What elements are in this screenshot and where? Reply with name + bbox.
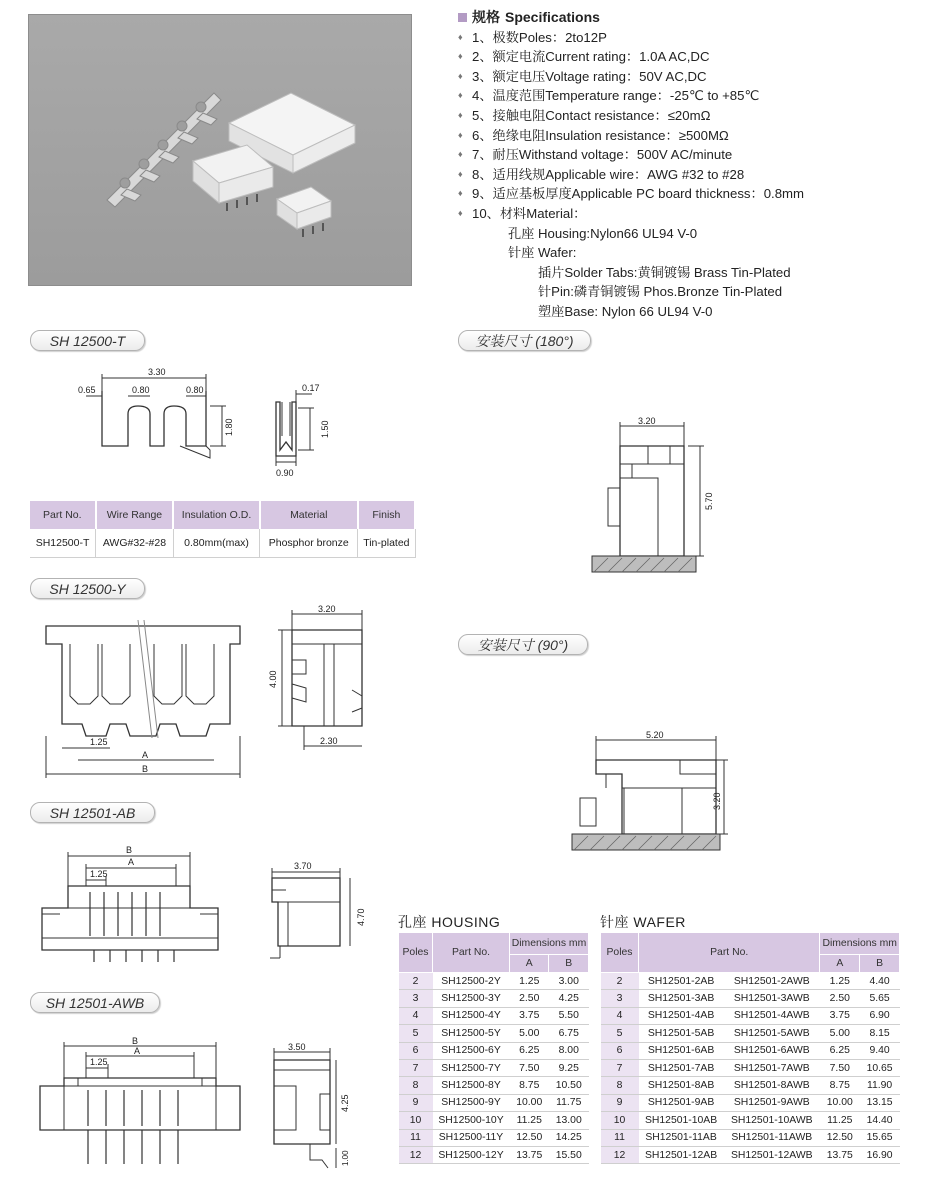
spec-value: 500V AC/minute: [636, 147, 733, 163]
square-bullet-icon: [458, 13, 467, 22]
table-cell: 3: [399, 990, 433, 1007]
table-cell: 7.50: [510, 1059, 549, 1076]
table-cell: 12.50: [510, 1129, 549, 1146]
dim-m180-320: 3.20: [638, 416, 656, 426]
spec-separator: ：: [656, 88, 670, 104]
terminal-td: 0.80mm(max): [173, 529, 259, 557]
table-cell: 15.50: [549, 1146, 589, 1163]
spec-value: 1.0A AC,DC: [639, 49, 710, 65]
table-cell: SH12501-11AWB: [724, 1129, 820, 1146]
diamond-bullet-icon: ♦: [458, 188, 463, 199]
table-cell: 3.75: [820, 1007, 860, 1024]
table-cell: SH12501-4AB: [639, 1007, 724, 1024]
terminal-th: Finish: [358, 501, 415, 529]
table-row: [601, 1112, 900, 1129]
table-cell: SH12500-10Y: [433, 1112, 510, 1129]
spec-list: [458, 28, 918, 224]
diamond-bullet-icon: ♦: [458, 51, 463, 62]
spec-title-en: Specifications: [505, 9, 600, 25]
spec-separator: ：: [551, 29, 566, 45]
table-cell: 6.75: [549, 1025, 589, 1042]
table-cell: 6: [399, 1042, 433, 1059]
diamond-bullet-icon: ♦: [458, 109, 463, 120]
table-cell: 7: [601, 1059, 639, 1076]
table-row: [601, 1129, 900, 1146]
dim-m90-520: 5.20: [646, 730, 664, 740]
housing-table-title: 孔座 HOUSING: [398, 914, 501, 930]
spec-label-en: Applicable PC board thickness: [571, 186, 751, 202]
label-terminal: SH 12500-T: [30, 330, 145, 351]
wafer-table: [600, 932, 900, 1164]
table-cell: 5.00: [510, 1025, 549, 1042]
table-cell: SH12501-3AB: [639, 990, 724, 1007]
table-cell: 8: [399, 1077, 433, 1094]
table-cell: 11: [399, 1129, 433, 1146]
wafer-th-b: B: [860, 955, 900, 973]
diamond-bullet-icon: ♦: [458, 168, 463, 179]
spec-separator: ：: [665, 127, 679, 143]
diamond-bullet-icon: ♦: [458, 129, 463, 140]
table-row: [601, 973, 900, 990]
table-cell: 4.25: [549, 990, 589, 1007]
table-row: [399, 1112, 589, 1129]
table-cell: 7.50: [820, 1059, 860, 1076]
table-row: [399, 1025, 589, 1042]
table-row: [399, 1007, 589, 1024]
table-cell: 14.40: [860, 1112, 900, 1129]
spec-separator: ：: [654, 107, 668, 123]
table-row: [399, 1077, 589, 1094]
table-cell: 10.50: [549, 1077, 589, 1094]
dim-y-a: A: [142, 750, 149, 760]
mount-90-drawing: [570, 730, 730, 856]
table-row: [399, 990, 589, 1007]
table-cell: 12: [601, 1146, 639, 1163]
label-wafer-awb: SH 12501-AWB: [30, 992, 160, 1013]
table-cell: 8.75: [820, 1077, 860, 1094]
housing-table-body: [399, 973, 589, 1164]
spec-value: 0.8mm: [763, 186, 805, 202]
table-cell: 13.15: [860, 1094, 900, 1111]
table-cell: 2: [399, 973, 433, 990]
dim-ab-125: 1.25: [90, 869, 108, 879]
dim-awb-425: 4.25: [340, 1094, 350, 1112]
table-cell: SH12501-11AB: [639, 1129, 724, 1146]
table-row: [601, 1007, 900, 1024]
table-cell: 12.50: [820, 1129, 860, 1146]
label-wafer-ab: SH 12501-AB: [30, 802, 155, 823]
spec-label-cn: 耐压: [492, 147, 519, 163]
table-cell: 13.75: [510, 1146, 549, 1163]
spec-item: [458, 86, 918, 106]
spec-number: 3、: [472, 68, 493, 84]
table-cell: 12: [399, 1146, 433, 1163]
spec-item: [458, 106, 918, 126]
table-cell: SH12501-6AWB: [724, 1042, 820, 1059]
table-cell: 1.25: [510, 973, 549, 990]
wafer-table-title: 针座 WAFER: [600, 914, 686, 930]
table-cell: SH12501-3AWB: [724, 990, 820, 1007]
mount-180-drawing: [588, 416, 738, 584]
spec-separator: ：: [633, 166, 648, 182]
spec-number: 6、: [472, 127, 493, 143]
terminal-table-row: [30, 529, 415, 557]
spec-value: 2to12P: [565, 29, 607, 45]
table-cell: 9: [601, 1094, 639, 1111]
table-cell: SH12501-10AB: [639, 1112, 724, 1129]
label-mount-90: 安装尺寸 (90°): [458, 634, 588, 655]
spec-label-en: Contact resistance: [545, 107, 655, 123]
terminal-th: Material: [260, 501, 358, 529]
table-cell: SH12500-12Y: [433, 1146, 510, 1163]
table-cell: SH12501-10AWB: [724, 1112, 820, 1129]
table-cell: 10: [399, 1112, 433, 1129]
spec-label-cn: 适用线规: [492, 166, 546, 182]
table-cell: 13.00: [549, 1112, 589, 1129]
dim-t-330: 3.30: [148, 367, 166, 377]
dim-t-150: 1.50: [320, 420, 330, 438]
wafer-th-a: A: [820, 955, 860, 973]
dim-ab-a: A: [128, 857, 135, 867]
specifications: [458, 8, 918, 322]
spec-value: ≥500MΩ: [678, 127, 729, 143]
table-cell: 13.75: [820, 1146, 860, 1163]
table-cell: 8.75: [510, 1077, 549, 1094]
table-cell: 6.90: [860, 1007, 900, 1024]
product-photo: [28, 14, 412, 286]
table-cell: 14.25: [549, 1129, 589, 1146]
housing-table: [398, 932, 589, 1164]
table-cell: 11.75: [549, 1094, 589, 1111]
dim-ab-b: B: [126, 845, 133, 855]
dim-y-400: 4.00: [268, 670, 278, 688]
table-row: [399, 1146, 589, 1163]
table-row: [399, 1042, 589, 1059]
spec-value: -25℃ to +85℃: [669, 88, 760, 104]
spec-label-en: Material: [526, 205, 574, 221]
table-row: [601, 1042, 900, 1059]
diamond-bullet-icon: ♦: [458, 70, 463, 81]
spec-separator: ：: [625, 49, 640, 65]
table-cell: SH12500-2Y: [433, 973, 510, 990]
table-cell: 5: [399, 1025, 433, 1042]
dim-y-b: B: [142, 764, 149, 774]
table-cell: 1.25: [820, 973, 860, 990]
table-row: [601, 1094, 900, 1111]
spec-number: 1、: [472, 29, 493, 45]
table-cell: 16.90: [860, 1146, 900, 1163]
table-cell: SH12501-7AB: [639, 1059, 724, 1076]
table-cell: 11: [601, 1129, 639, 1146]
table-cell: 7: [399, 1059, 433, 1076]
table-cell: SH12501-4AWB: [724, 1007, 820, 1024]
terminal-table-header: [30, 501, 415, 529]
table-row: [601, 1059, 900, 1076]
table-cell: SH12501-5AWB: [724, 1025, 820, 1042]
housing-th-dims: Dimensions mm: [510, 933, 589, 955]
spec-number: 9、: [472, 186, 493, 202]
table-cell: 10.65: [860, 1059, 900, 1076]
table-cell: 9.40: [860, 1042, 900, 1059]
spec-label-cn: 材料: [499, 205, 527, 221]
table-cell: SH12500-7Y: [433, 1059, 510, 1076]
material-housing: 孔座 Housing:Nylon66 UL94 V-0: [508, 225, 698, 241]
table-cell: SH12501-8AB: [639, 1077, 724, 1094]
wafer-awb-drawing: [30, 1034, 370, 1174]
table-cell: 8.15: [860, 1025, 900, 1042]
table-row: [601, 990, 900, 1007]
table-cell: 3: [601, 990, 639, 1007]
table-cell: SH12500-6Y: [433, 1042, 510, 1059]
table-cell: 2.50: [510, 990, 549, 1007]
material-base: 塑座Base: Nylon 66 UL94 V-0: [538, 303, 713, 319]
table-cell: 3.75: [510, 1007, 549, 1024]
table-cell: SH12500-8Y: [433, 1077, 510, 1094]
material-wafer: 针座 Wafer:: [508, 245, 577, 261]
spec-item: [458, 47, 918, 67]
diamond-bullet-icon: ♦: [458, 90, 463, 101]
spec-label-en: Applicable wire: [545, 166, 634, 182]
table-cell: 10: [601, 1112, 639, 1129]
table-cell: SH12501-6AB: [639, 1042, 724, 1059]
table-cell: 2: [601, 973, 639, 990]
table-cell: 4: [399, 1007, 433, 1024]
dim-awb-b: B: [132, 1036, 139, 1046]
table-cell: 5.65: [860, 990, 900, 1007]
dim-t-080a: 0.80: [132, 385, 150, 395]
spec-label-cn: 适应基板厚度: [492, 186, 572, 202]
table-cell: 11.25: [820, 1112, 860, 1129]
table-cell: 5: [601, 1025, 639, 1042]
dim-y-125: 1.25: [90, 737, 108, 747]
terminal-td: Tin-plated: [358, 529, 415, 557]
spec-value: 50V AC,DC: [639, 68, 707, 84]
spec-item: [458, 126, 918, 146]
terminal-th: Wire Range: [96, 501, 174, 529]
label-housing: SH 12500-Y: [30, 578, 145, 599]
spec-item: [458, 165, 918, 185]
label-mount-180: 安装尺寸 (180°): [458, 330, 591, 351]
table-cell: 3.00: [549, 973, 589, 990]
wafer-th-part: Part No.: [639, 933, 820, 973]
table-row: [601, 1077, 900, 1094]
spec-separator: ：: [750, 186, 764, 202]
table-cell: 5.00: [820, 1025, 860, 1042]
table-cell: 4: [601, 1007, 639, 1024]
spec-value: ≤20mΩ: [667, 107, 711, 123]
table-cell: 10.00: [820, 1094, 860, 1111]
table-row: [601, 1025, 900, 1042]
connector-photo-illustration: [29, 15, 413, 287]
dim-t-090: 0.90: [276, 468, 294, 478]
table-cell: SH12501-7AWB: [724, 1059, 820, 1076]
housing-th-poles: Poles: [399, 933, 433, 973]
spec-number: 5、: [472, 107, 493, 123]
spec-label-cn: 额定电流: [492, 49, 546, 65]
table-cell: SH12501-12AB: [639, 1146, 724, 1163]
dim-y-230: 2.30: [320, 736, 338, 746]
spec-number: 7、: [472, 147, 493, 163]
spec-separator: ：: [623, 147, 637, 163]
housing-drawing: [30, 604, 410, 784]
table-cell: 11.90: [860, 1077, 900, 1094]
spec-title: [458, 8, 918, 28]
spec-label-cn: 极数: [492, 29, 519, 45]
spec-number: 2、: [472, 49, 493, 65]
dim-ab-470: 4.70: [356, 908, 366, 926]
spec-item: [458, 204, 918, 224]
table-row: [399, 1059, 589, 1076]
table-cell: SH12500-9Y: [433, 1094, 510, 1111]
spec-label-cn: 额定电压: [492, 68, 546, 84]
table-cell: SH12500-5Y: [433, 1025, 510, 1042]
terminal-table: [30, 501, 416, 558]
dim-m180-570: 5.70: [704, 492, 714, 510]
diamond-bullet-icon: ♦: [458, 207, 463, 218]
wafer-th-dims: Dimensions mm: [820, 933, 900, 955]
table-cell: 6.25: [820, 1042, 860, 1059]
table-cell: SH12501-12AWB: [724, 1146, 820, 1163]
dim-awb-125: 1.25: [90, 1057, 108, 1067]
diamond-bullet-icon: ♦: [458, 149, 463, 160]
table-row: [399, 973, 589, 990]
table-cell: SH12500-3Y: [433, 990, 510, 1007]
table-cell: 6.25: [510, 1042, 549, 1059]
housing-th-a: A: [510, 955, 549, 973]
table-cell: 8: [601, 1077, 639, 1094]
material-solder-tabs: 插片Solder Tabs:黄铜镀锡 Brass Tin-Plated: [538, 264, 791, 280]
spec-separator: ：: [573, 205, 587, 221]
terminal-td: Phosphor bronze: [260, 529, 358, 557]
spec-label-en: Temperature range: [545, 88, 657, 104]
spec-separator: ：: [625, 68, 640, 84]
spec-label-cn: 温度范围: [492, 88, 546, 104]
spec-item: [458, 28, 918, 48]
spec-number: 10、: [472, 205, 500, 221]
housing-th-part: Part No.: [433, 933, 510, 973]
table-cell: 10.00: [510, 1094, 549, 1111]
dim-awb-a: A: [134, 1046, 141, 1056]
housing-th-b: B: [549, 955, 589, 973]
dim-ab-370: 3.70: [294, 861, 312, 871]
dim-awb-100: 1.00: [341, 1150, 350, 1166]
spec-label-en: Withstand voltage: [518, 147, 624, 163]
spec-label-en: Voltage rating: [545, 68, 626, 84]
spec-number: 8、: [472, 166, 493, 182]
dim-t-065: 0.65: [78, 385, 96, 395]
wafer-table-body: [601, 973, 900, 1164]
wafer-ab-drawing: [30, 842, 370, 970]
spec-label-cn: 接触电阻: [492, 107, 546, 123]
diamond-bullet-icon: ♦: [458, 31, 463, 42]
spec-item: [458, 145, 918, 165]
table-cell: 11.25: [510, 1112, 549, 1129]
table-cell: SH12501-8AWB: [724, 1077, 820, 1094]
table-cell: 5.50: [549, 1007, 589, 1024]
table-cell: 9.25: [549, 1059, 589, 1076]
table-cell: 4.40: [860, 973, 900, 990]
dim-awb-350: 3.50: [288, 1042, 306, 1052]
material-pin: 针Pin:磷青铜镀锡 Phos.Bronze Tin-Plated: [538, 284, 783, 300]
dim-y-320: 3.20: [318, 604, 336, 614]
table-row: [399, 1129, 589, 1146]
terminal-td: SH12500-T: [30, 529, 96, 557]
terminal-drawing: [60, 366, 390, 486]
spec-number: 4、: [472, 88, 493, 104]
dim-m90-320: 3.20: [712, 792, 722, 810]
table-cell: SH12500-11Y: [433, 1129, 510, 1146]
table-cell: SH12501-9AB: [639, 1094, 724, 1111]
spec-item: [458, 67, 918, 87]
table-cell: 9: [399, 1094, 433, 1111]
spec-label-en: Insulation resistance: [545, 127, 666, 143]
table-cell: SH12501-9AWB: [724, 1094, 820, 1111]
spec-value: AWG #32 to #28: [647, 166, 745, 182]
dim-t-180: 1.80: [224, 418, 234, 436]
table-cell: SH12501-2AWB: [724, 973, 820, 990]
terminal-th: Part No.: [30, 501, 96, 529]
spec-label-cn: 绝缘电阻: [492, 127, 546, 143]
table-row: [399, 1094, 589, 1111]
table-cell: 2.50: [820, 990, 860, 1007]
spec-title-cn: 规格: [472, 9, 500, 25]
terminal-td: AWG#32-#28: [96, 529, 174, 557]
table-cell: 6: [601, 1042, 639, 1059]
table-cell: 8.00: [549, 1042, 589, 1059]
table-cell: 15.65: [860, 1129, 900, 1146]
terminal-th: Insulation O.D.: [173, 501, 259, 529]
dim-t-017: 0.17: [302, 383, 320, 393]
spec-item: [458, 184, 918, 204]
spec-label-en: Poles: [518, 29, 552, 45]
spec-label-en: Current rating: [545, 49, 626, 65]
table-cell: SH12500-4Y: [433, 1007, 510, 1024]
dim-t-080b: 0.80: [186, 385, 204, 395]
table-row: [601, 1146, 900, 1163]
table-cell: SH12501-2AB: [639, 973, 724, 990]
wafer-th-poles: Poles: [601, 933, 639, 973]
table-cell: SH12501-5AB: [639, 1025, 724, 1042]
